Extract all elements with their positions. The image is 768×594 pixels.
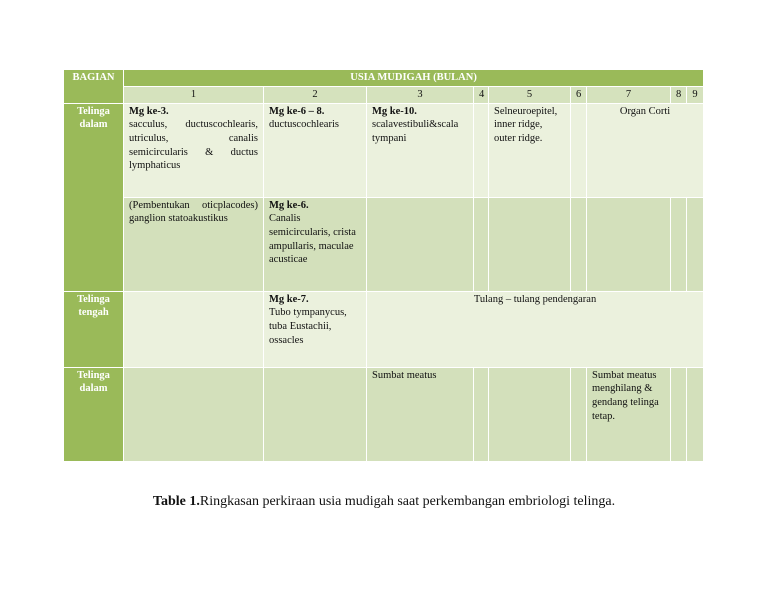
cell-r2-m2-title: Mg ke-6. [269,199,309,211]
month-1: 1 [124,87,264,104]
cell-r4-m3: Sumbat meatus [367,368,474,462]
month-5: 5 [489,87,571,104]
cell-r4-m1 [124,368,264,462]
cell-r4-m4 [474,368,489,462]
month-2: 2 [264,87,367,104]
cell-r1-m2-title: Mg ke-6 – 8. [269,105,325,117]
cell-r2-m2 [264,198,367,292]
cell-r1-m2-text: ductuscochlearis [269,119,339,131]
cell-r4-m9 [687,368,704,462]
month-7: 7 [587,87,671,104]
month-8: 8 [671,87,687,104]
month-3: 3 [367,87,474,104]
cell-r2-m9 [687,198,704,292]
cell-r2-m3 [367,198,474,292]
cell-r2-m1: (Pembentukan oticplacodes) ganglion statoakustikus [124,198,264,292]
cell-r3-m2-text: Tubo tympanycus, tuba Eustachii, ossacles [269,307,347,346]
cell-r2-m6 [571,198,587,292]
row-label-telinga-dalam-2: Telinga dalam [64,368,124,462]
cell-r4-m2 [264,368,367,462]
cell-r1-m3-text: scalavestibuli&scala tympani [372,119,459,144]
cell-r1-m6 [571,104,587,198]
cell-r1-m2 [264,104,367,198]
cell-r1-m7: Organ Corti [587,104,704,198]
cell-r4-m6 [571,368,587,462]
cell-r1-m1-title: Mg ke-3. [129,105,169,117]
cell-r2-m7 [587,198,671,292]
cell-r2-m4 [474,198,489,292]
cell-r3-m2-title: Mg ke-7. [269,293,309,305]
cell-r1-m3-title: Mg ke-10. [372,105,417,117]
embryology-table [64,70,704,462]
table-caption [0,494,768,510]
caption-label: Table 1. [152,494,200,509]
cell-r2-m2-text: Canalis semicircularis, crista ampullaris, maculae acusticae [269,213,356,266]
cell-r1-m1-text: sacculus, ductuscochlearis, utriculus, canalis semicircularis & ductus lymphaticus [129,119,258,172]
cell-r2-m5 [489,198,571,292]
caption-text: Ringkasan perkiraan usia mudigah saat perkembangan embriologi telinga. [199,494,616,509]
cell-r3-m2 [264,292,367,368]
bagian-header: BAGIAN [64,70,124,104]
cell-r3-m1 [124,292,264,368]
cell-r1-m4 [474,104,489,198]
cell-r4-m8 [671,368,687,462]
cell-r3-span: Tulang – tulang pendengaran [367,292,704,368]
cell-r4-m7: Sumbat meatus menghilang & gendang telinga tetap. [587,368,671,462]
row-label-telinga-dalam: Telinga dalam [64,104,124,292]
cell-r1-m1 [124,104,264,198]
cell-r1-m5: Selneuroepitel, inner ridge, outer ridge. [489,104,571,198]
row-label-telinga-tengah: Telinga tengah [64,292,124,368]
usia-header: USIA MUDIGAH (BULAN) [124,70,704,87]
cell-r2-m8 [671,198,687,292]
month-6: 6 [571,87,587,104]
cell-r4-m5 [489,368,571,462]
cell-r1-m3 [367,104,474,198]
month-9: 9 [687,87,704,104]
month-4: 4 [474,87,489,104]
